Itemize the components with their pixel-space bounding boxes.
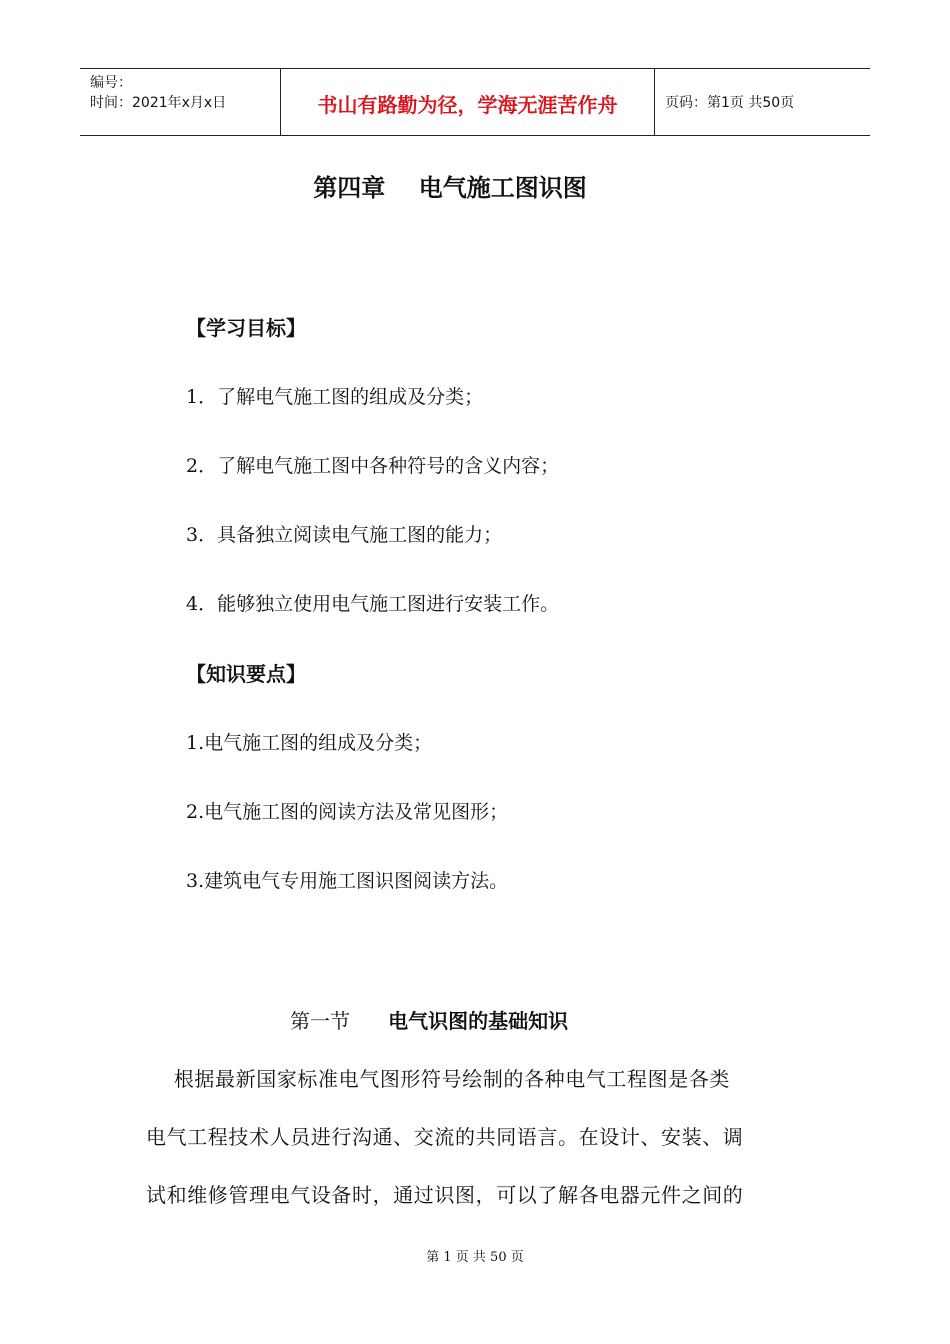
date-label: 时间：2021年x月x日 [90, 95, 227, 111]
page-header [80, 68, 870, 136]
paragraph-line: 电气工程技术人员进行沟通、交流的共同语言。在设计、安装、调 [146, 1125, 744, 1149]
learning-goal-item: 2．了解电气施工图中各种符号的含义内容； [186, 455, 560, 477]
learning-goal-item: 1．了解电气施工图的组成及分类； [186, 386, 484, 408]
header-meta-cell [80, 69, 281, 135]
serial-number-label: 编号： [90, 75, 132, 91]
learning-goal-item: 4．能够独立使用电气施工图进行安装工作。 [186, 593, 560, 615]
section-name: 电气识图的基础知识 [388, 1009, 569, 1033]
header-page-info: 页码：第1页 共50页 [665, 95, 795, 111]
key-points-heading: 【知识要点】 [186, 662, 306, 686]
key-point-item: 1.电气施工图的组成及分类； [186, 732, 433, 754]
page-footer: 第 1 页 共 50 页 [426, 1250, 524, 1265]
key-point-item: 3.建筑电气专用施工图识图阅读方法。 [186, 870, 509, 892]
section-heading [290, 1005, 568, 1034]
chapter-title: 第四章 电气施工图识图 [313, 174, 587, 202]
header-motto: 书山有路勤为径，学海无涯苦作舟 [281, 69, 655, 135]
paragraph-line: 根据最新国家标准电气图形符号绘制的各种电气工程图是各类 [146, 1067, 731, 1091]
learning-goal-item: 3．具备独立阅读电气施工图的能力； [186, 524, 503, 546]
learning-goals-heading: 【学习目标】 [186, 316, 306, 340]
key-point-item: 2.电气施工图的阅读方法及常见图形； [186, 801, 509, 823]
section-number: 第一节 [290, 1009, 350, 1033]
paragraph-line: 试和维修管理电气设备时，通过识图，可以了解各电器元件之间的 [146, 1183, 744, 1207]
